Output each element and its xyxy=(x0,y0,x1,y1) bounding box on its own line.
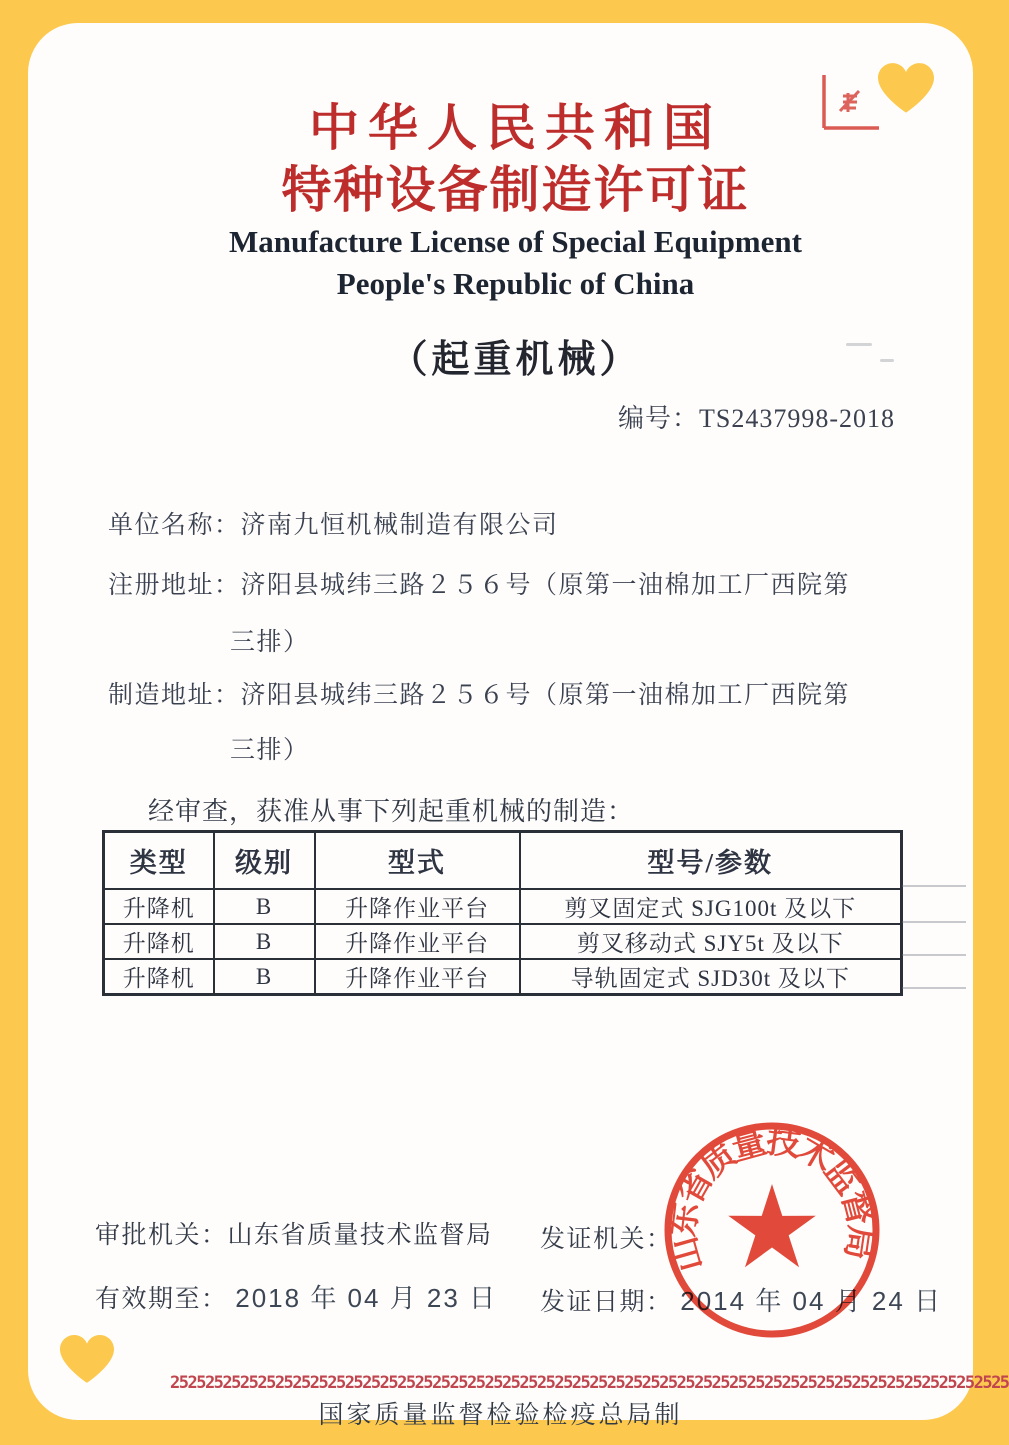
made-by-clip xyxy=(28,1395,973,1429)
issue-date-value: 2014 年 04 月 24 日 xyxy=(680,1286,943,1316)
col-header-form: 型式 xyxy=(315,832,520,890)
unit-name-value: 济南九恒机械制造有限公司 xyxy=(240,512,559,539)
scan-artifact xyxy=(902,885,966,887)
scan-artifact xyxy=(902,987,966,989)
manufacture-address-line2: 三排） xyxy=(230,737,310,764)
approval-note: 经审查，获准从事下列起重机械的制造： xyxy=(148,797,635,826)
heart-icon xyxy=(60,1335,114,1384)
approval-authority-value: 山东省质量技术监督局 xyxy=(227,1222,493,1249)
serial-number-line xyxy=(618,398,895,435)
registered-address-line1 xyxy=(108,565,850,601)
cell-type: 升降机 xyxy=(104,959,214,995)
title-cn-line1: 中华人民共和国 xyxy=(309,100,722,156)
cell-form: 升降作业平台 xyxy=(315,959,520,995)
cell-grade: B xyxy=(214,924,315,959)
manufacture-address-value: 济阳县城纬三路２５６号（原第一油棉加工厂西院第 xyxy=(240,682,851,709)
approval-authority-line xyxy=(95,1215,493,1251)
scan-artifact xyxy=(880,359,894,362)
unit-name-label: 单位名称： xyxy=(108,512,241,539)
cell-type: 升降机 xyxy=(104,924,214,959)
scan-artifact xyxy=(846,343,872,346)
scan-artifact xyxy=(902,954,966,956)
official-seal-stamp xyxy=(652,1110,892,1350)
cell-grade: B xyxy=(214,889,315,924)
title-cn-line2: 特种设备制造许可证 xyxy=(281,162,750,218)
title-en-line2: People's Republic of China xyxy=(336,266,695,301)
col-header-grade: 级别 xyxy=(214,832,315,890)
valid-until-value: 2018 年 04 月 23 日 xyxy=(235,1283,498,1313)
certificate-page xyxy=(28,23,1009,1429)
cell-form: 升降作业平台 xyxy=(315,889,520,924)
col-header-model: 型号/参数 xyxy=(520,832,902,890)
cell-model: 导轨固定式 SJD30t 及以下 xyxy=(520,959,902,995)
cell-grade: B xyxy=(214,959,315,995)
table-row xyxy=(104,889,902,924)
manufacture-address-label: 制造地址： xyxy=(108,682,241,709)
license-scope-table xyxy=(102,830,903,996)
col-header-type: 类型 xyxy=(104,832,214,890)
manufacture-address-line1 xyxy=(108,675,850,711)
registered-address-line2: 三排） xyxy=(230,629,310,656)
approval-authority-label: 审批机关： xyxy=(95,1222,228,1249)
cell-form: 升降作业平台 xyxy=(315,924,520,959)
cell-model: 剪叉移动式 SJY5t 及以下 xyxy=(520,924,902,959)
cell-type: 升降机 xyxy=(104,889,214,924)
issue-date-label: 发证日期： xyxy=(540,1289,673,1316)
registered-address-value: 济阳县城纬三路２５６号（原第一油棉加工厂西院第 xyxy=(240,572,851,599)
unit-name-line xyxy=(108,505,559,541)
table-row xyxy=(104,959,902,995)
made-by-text: 国家质量监督检验检疫总局制 xyxy=(318,1402,683,1429)
table-header-row xyxy=(104,832,902,890)
valid-until-line xyxy=(95,1278,497,1315)
equipment-category: （起重机械） xyxy=(389,339,642,381)
red-star-icon xyxy=(728,1184,816,1267)
registered-address-label: 注册地址： xyxy=(108,572,241,599)
valid-until-label: 有效期至： xyxy=(95,1286,228,1313)
cell-model: 剪叉固定式 SJG100t 及以下 xyxy=(520,889,902,924)
serial-label: 编号： xyxy=(618,404,700,433)
serial-value: TS2437998-2018 xyxy=(699,404,896,433)
scan-artifact xyxy=(902,921,966,923)
table-row xyxy=(104,924,902,959)
meander-border: 252525252525252525252525252525252525252525252525252525252525252525252525252525252525252525252525 xyxy=(170,1373,1009,1393)
title-en-line1: Manufacture License of Special Equipment xyxy=(229,224,802,259)
seal-ring-text: 山东省质量技术监督局 xyxy=(664,1122,880,1276)
issuing-authority-label: 发证机关： xyxy=(540,1226,673,1253)
